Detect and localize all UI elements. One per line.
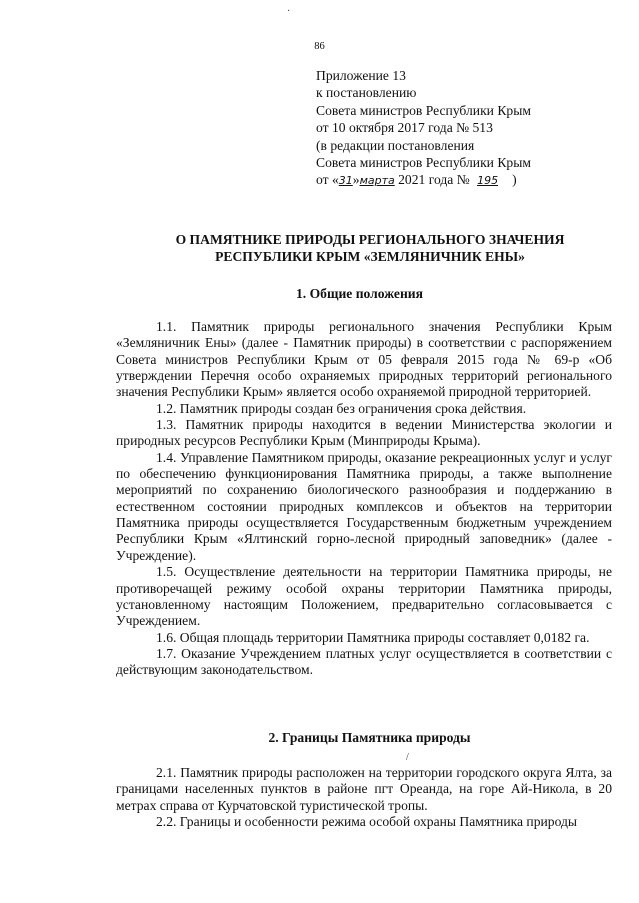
appendix-line: (в редакции постановления xyxy=(316,137,475,153)
appendix-line: от 10 октября 2017 года № 513 xyxy=(316,120,493,136)
section-2-body xyxy=(116,765,612,830)
section-heading-1: 1. Общие положения xyxy=(296,286,423,301)
paragraph: 1.2. Памятник природы создан без ограничения срока действия. xyxy=(156,400,527,416)
date-suffix: ) xyxy=(512,172,517,188)
paragraph: 1.4. Управление Памятником природы, оказание рекреационных услуг и услуг по обеспечению функционирования Памятника природы, а также выполнение мероприятий по сохранению биологического разнообразия и поддержанию в естественном состоянии природных комплексов и объектов на территории Памятника природы осуществляется Государственным бюджетным учреждением Республики Крым «Ялтинский горно-лесной природный заповедник» (далее - Учреждение). xyxy=(116,449,612,563)
date-year: 2021 года № xyxy=(394,172,474,188)
paragraph: 1.5. Осуществление деятельности на территории Памятника природы, не противоречащей режиму особой охраны территории Памятника природы, установленному настоящим Положением, предварительно согласовывается с Учреждением. xyxy=(116,564,612,629)
paragraph: 1.1. Памятник природы регионального значения Республики Крым «Земляничник Ены» (далее - Памятник природы) в соответствии с распоряжением Совета министров Республики Крым от 05 февраля 2015 года № 69-р «Об утверждении Перечня особо охраняемых природных территорий регионального значения Республики Крым» является особо охраняемой природной территорией. xyxy=(116,319,612,400)
appendix-date-line xyxy=(316,171,616,189)
appendix-line: Совета министров Республики Крым xyxy=(316,102,531,118)
appendix-line: к постановлению xyxy=(316,85,417,101)
handwritten-number: 195 xyxy=(477,174,499,188)
title-line: РЕСПУБЛИКИ КРЫМ «ЗЕМЛЯНИЧНИК ЕНЫ» xyxy=(215,249,525,264)
handwritten-day: 31 xyxy=(338,174,353,188)
paragraph: 2.2. Границы и особенности режима особой охраны Памятника природы xyxy=(156,814,578,830)
page-number: 86 xyxy=(314,41,325,52)
appendix-block xyxy=(316,67,616,190)
appendix-line: Приложение 13 xyxy=(316,68,406,83)
date-quote: » xyxy=(352,172,360,188)
date-prefix: от « xyxy=(316,172,339,188)
document-title xyxy=(130,231,610,265)
pen-mark: / xyxy=(406,752,409,763)
section-1-body xyxy=(116,319,612,679)
paragraph: 1.7. Оказание Учреждением платных услуг осуществляется в соответствии с действующим законодательством. xyxy=(116,645,612,678)
handwritten-month: марта xyxy=(359,174,395,188)
section-heading-2: 2. Границы Памятника природы xyxy=(268,730,471,745)
appendix-line: Совета министров Республики Крым xyxy=(316,155,531,171)
scan-mark: · xyxy=(287,6,291,17)
paragraph: 1.3. Памятник природы находится в ведении Министерства экологии и природных ресурсов Республики Крым (Минприроды Крыма). xyxy=(116,417,612,449)
title-line: О ПАМЯТНИКЕ ПРИРОДЫ РЕГИОНАЛЬНОГО ЗНАЧЕНИЯ xyxy=(175,232,565,247)
paragraph: 2.1. Памятник природы расположен на территории городского округа Ялта, за границами населенных пунктов в районе пгт Ореанда, на горе Ай-Никола, в 20 метрах справа от Курчатовской туристической тропы. xyxy=(116,765,612,813)
paragraph: 1.6. Общая площадь территории Памятника природы составляет 0,0182 га. xyxy=(156,629,590,645)
